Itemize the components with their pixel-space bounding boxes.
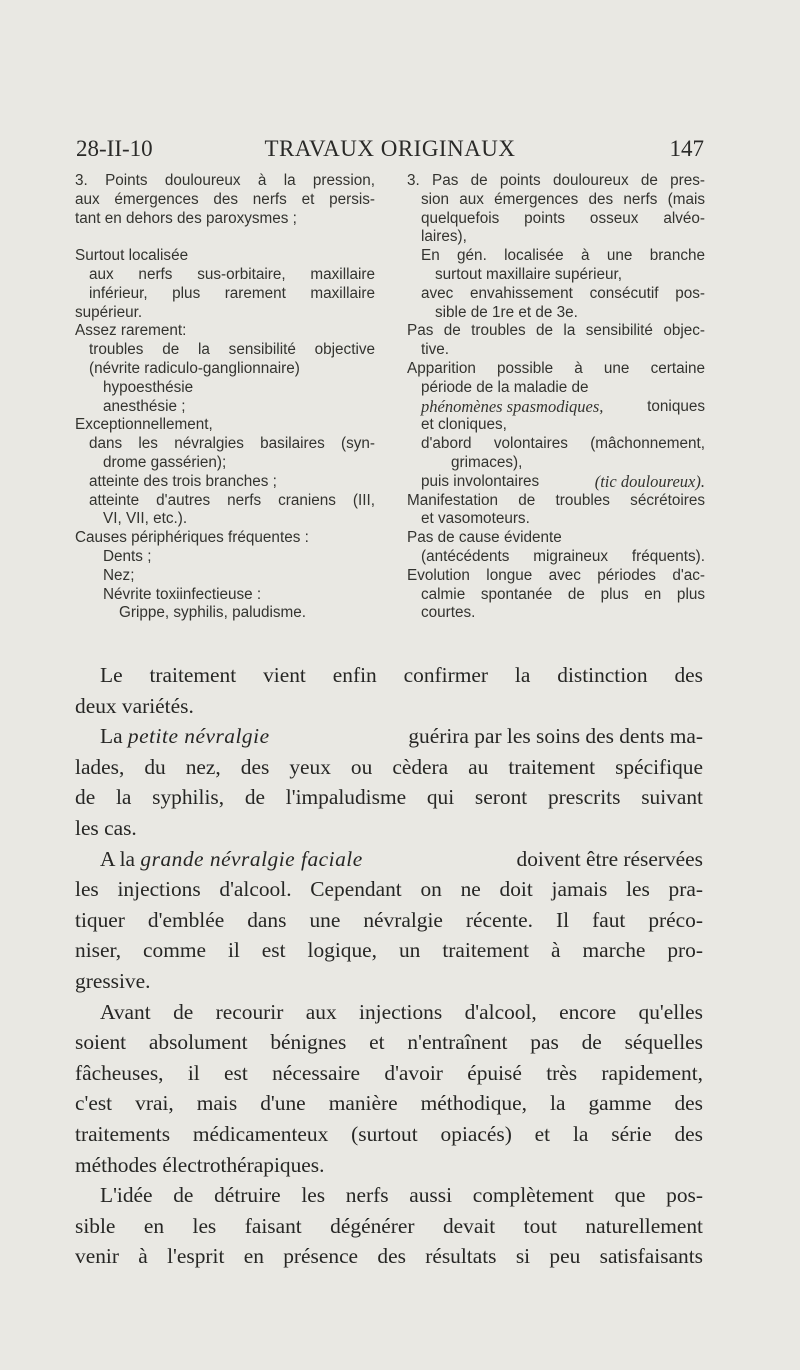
text-line: atteinte d'autres nerfs craniens (III, [89,491,375,509]
left-column-great-neuralgia [75,172,375,623]
text-line: dans les névralgies basilaires (syn- [89,435,375,453]
paragraph-line: Avant de recourir aux injections d'alcool, encore qu'elles [100,999,703,1024]
text-line: aux nerfs sus-orbitaire, maxillaire [89,265,375,283]
text-line: Manifestation de troubles sécrétoires [407,491,705,509]
text-line: sible de 1re et de 3e. [435,303,578,321]
text-fragment: puis involontaires [421,472,540,490]
paragraph-line: venir à l'esprit en présence des résultats si peu satisfaisants [75,1244,703,1269]
text-line: période de la maladie de [421,378,589,396]
text-line: quelquefois points osseux alvéo- [421,209,705,227]
italic-term: (tic douloureux). [594,471,705,491]
text-line: atteinte des trois branches ; [89,472,277,490]
text-fragment: La [100,724,123,749]
text-line: d'abord volontaires (mâchonnement, [421,435,705,453]
paragraph-line: fâcheuses, il est nécessaire d'avoir épuisé très rapidement, [75,1060,703,1085]
text-line: supérieur. [75,303,143,321]
text-fragment [100,721,270,752]
paragraph-line: soient absolument bénignes et n'entraînent pas de séquelles [75,1030,703,1055]
paragraph-line [75,844,703,875]
paragraph-line: lades, du nez, des yeux ou cèdera au traitement spécifique [75,754,703,779]
running-header [76,136,704,166]
text-line: hypoesthésie [103,378,194,396]
text-line: 3. Points douloureux à la pression, [75,172,375,189]
text-fragment: guérira par les soins des dents ma- [408,724,703,749]
page-number: 147 [669,136,704,161]
text-line: Exceptionnellement, [75,416,213,434]
text-line: courtes. [421,604,476,622]
text-line: tant en dehors des paroxysmes ; [75,209,297,227]
paragraph-line [75,721,703,752]
text-line: VI, VII, etc.). [103,510,188,528]
text-line: Assez rarement: [75,322,187,340]
text-fragment [100,844,363,875]
running-title: TRAVAUX ORIGINAUX [264,136,516,161]
text-line: Névrite toxiinfectieuse : [103,585,262,603]
paragraph-line: niser, comme il est logique, un traitement à marche pro- [75,938,703,963]
text-line: Causes périphériques fréquentes : [75,529,309,547]
text-line: grimaces), [451,453,523,471]
text-line: (névrite radiculo-ganglionnaire) [89,359,300,377]
text-line: laires), [421,228,467,246]
text-line: Evolution longue avec périodes d'ac- [407,566,705,584]
text-line: (antécédents migraineux fréquents). [421,547,705,565]
text-line: Surtout localisée [75,247,189,265]
paragraph-line: Le traitement vient enfin confirmer la distinction des [100,663,703,687]
paragraph-line: traitements médicamenteux (surtout opiacés) et la série des [75,1121,703,1146]
paragraph-line: sible en les faisant dégénérer devait tout naturellement [75,1213,703,1238]
text-line [407,398,705,417]
text-line: avec envahissement consécutif pos- [421,284,705,302]
text-line: surtout maxillaire supérieur, [435,265,623,283]
text-line: aux émergences des nerfs et persis- [75,190,375,208]
text-line: Apparition possible à une certaine [407,359,705,377]
paragraph-line: méthodes électrothérapiques. [75,1152,325,1177]
text-line: troubles de la sensibilité objective [89,341,375,359]
paragraph-line: tiquer d'emblée dans une névralgie récente. Il faut préco- [75,907,703,932]
text-line: Dents ; [103,547,152,565]
text-fragment: A la [100,846,136,871]
paragraph-line: les injections d'alcool. Cependant on ne doit jamais les pra- [75,877,703,902]
text-line: tive. [421,341,450,359]
text-line: 3. Pas de points douloureux de pres- [407,172,705,189]
text-line: drome gassérien); [103,453,227,471]
italic-term: phénomènes spasmodiques, [421,396,604,416]
italic-term: petite névralgie [127,724,270,749]
text-fragment: toniques [647,397,705,415]
paragraph-line: deux variétés. [75,693,194,718]
text-line [407,473,705,492]
paragraph-line: gressive. [75,968,151,993]
text-line: Pas de cause évidente [407,529,562,547]
paragraph-line: c'est vrai, mais d'une manière méthodique, la gamme des [75,1091,703,1116]
text-line: anesthésie ; [103,397,186,415]
text-line: En gén. localisée à une branche [421,247,705,265]
text-line: et cloniques, [421,416,507,434]
text-line: inférieur, plus rarement maxillaire [89,284,375,302]
paragraph-line: de la syphilis, de l'impaludisme qui seront prescrits suivant [75,785,703,810]
text-line: Nez; [103,566,135,584]
italic-term: grande névralgie faciale [140,846,363,871]
text-line: Grippe, syphilis, paludisme. [119,604,307,622]
text-fragment: doivent être réservées [516,846,703,871]
text-line: et vasomoteurs. [421,510,530,528]
text-line: sion aux émergences des nerfs (mais [421,190,705,208]
paragraph-line: les cas. [75,815,137,840]
issue-date: 28-II-10 [76,136,153,161]
paragraph-line: L'idée de détruire les nerfs aussi complètement que pos- [100,1183,703,1208]
main-body-text [75,660,703,1272]
text-line: calmie spontanée de plus en plus [421,585,705,603]
text-line: Pas de troubles de la sensibilité objec- [407,322,705,340]
right-column-small-neuralgia [407,172,705,623]
